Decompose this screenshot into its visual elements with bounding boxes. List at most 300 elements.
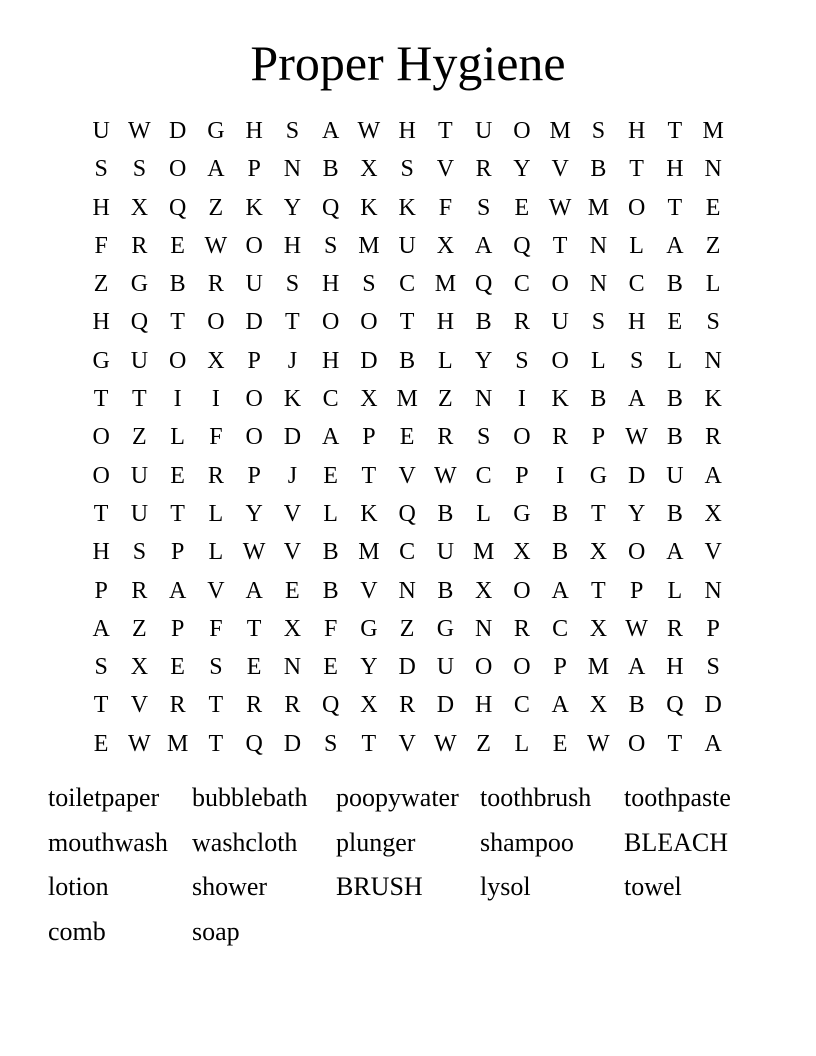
grid-letter[interactable]: N	[474, 386, 493, 413]
grid-letter[interactable]: L	[667, 577, 683, 604]
grid-letter[interactable]: L	[208, 500, 224, 527]
grid-letter[interactable]: M	[166, 730, 189, 757]
grid-letter[interactable]: O	[513, 654, 531, 681]
grid-letter[interactable]: Z	[132, 424, 147, 451]
grid-letter[interactable]: Q	[321, 194, 340, 221]
grid-letter[interactable]: H	[283, 232, 302, 259]
grid-letter[interactable]: N	[704, 577, 722, 604]
grid-letter[interactable]: Z	[93, 271, 109, 298]
grid-letter[interactable]: V	[436, 156, 455, 183]
grid-letter[interactable]: F	[209, 615, 223, 642]
grid-letter[interactable]: D	[283, 424, 302, 451]
grid-letter[interactable]: W	[434, 730, 457, 757]
grid-letter[interactable]: C	[399, 539, 416, 566]
grid-letter[interactable]: X	[589, 692, 608, 719]
grid-letter[interactable]: P	[247, 462, 261, 489]
grid-letter[interactable]: W	[434, 462, 457, 489]
grid-letter[interactable]: C	[552, 615, 569, 642]
grid-letter[interactable]: B	[399, 347, 416, 374]
grid-letter[interactable]: B	[666, 386, 683, 413]
grid-letter[interactable]: P	[515, 462, 529, 489]
grid-letter[interactable]: S	[94, 654, 108, 681]
grid-letter[interactable]: W	[128, 118, 151, 144]
grid-letter[interactable]: R	[437, 424, 454, 451]
grid-letter[interactable]: U	[551, 309, 569, 336]
grid-letter[interactable]: N	[589, 232, 608, 259]
grid-letter[interactable]: T	[667, 194, 683, 221]
grid-letter[interactable]: X	[360, 692, 378, 719]
grid-letter[interactable]: G	[436, 615, 455, 642]
grid-letter[interactable]: R	[399, 692, 416, 719]
grid-letter[interactable]: I	[211, 386, 220, 413]
grid-letter[interactable]: R	[207, 271, 224, 298]
grid-letter[interactable]: K	[704, 386, 722, 413]
grid-letter[interactable]: V	[398, 462, 416, 489]
grid-letter[interactable]: T	[552, 232, 568, 259]
grid-letter[interactable]: W	[625, 615, 648, 642]
grid-letter[interactable]: A	[245, 577, 263, 604]
grid-letter[interactable]: B	[590, 386, 607, 413]
grid-letter[interactable]: G	[589, 462, 608, 489]
grid-letter[interactable]: H	[398, 118, 416, 144]
grid-letter[interactable]: M	[358, 232, 380, 259]
grid-letter[interactable]: S	[94, 156, 108, 183]
word-list-item: mouthwash	[48, 827, 168, 857]
grid-letter[interactable]: D	[627, 462, 646, 489]
grid-letter[interactable]: F	[209, 424, 223, 451]
grid-letter[interactable]: S	[476, 194, 491, 221]
grid-letter[interactable]: S	[362, 271, 376, 298]
grid-letter[interactable]: L	[323, 500, 338, 527]
grid-letter[interactable]: Z	[399, 615, 415, 642]
grid-letter[interactable]: E	[514, 194, 530, 221]
grid-letter[interactable]: X	[589, 539, 608, 566]
grid-letter[interactable]: I	[517, 386, 526, 413]
grid-letter[interactable]: X	[130, 654, 149, 681]
grid-letter[interactable]: U	[130, 462, 149, 489]
grid-letter[interactable]: R	[207, 462, 224, 489]
grid-letter[interactable]: H	[474, 692, 493, 719]
grid-letter[interactable]: V	[283, 500, 302, 527]
grid-letter[interactable]: K	[283, 386, 302, 413]
grid-letter[interactable]: B	[552, 539, 569, 566]
grid-letter[interactable]: N	[704, 347, 722, 374]
grid-letter[interactable]: A	[474, 232, 493, 259]
grid-letter[interactable]: Y	[283, 194, 302, 221]
grid-letter[interactable]: C	[628, 271, 645, 298]
grid-letter[interactable]: P	[362, 424, 376, 451]
grid-letter[interactable]: A	[627, 386, 646, 413]
grid-letter[interactable]: K	[398, 194, 416, 221]
grid-letter[interactable]: A	[551, 577, 569, 604]
grid-letter[interactable]: M	[549, 118, 571, 144]
grid-letter[interactable]: G	[92, 347, 110, 374]
grid-letter[interactable]: U	[130, 500, 149, 527]
grid-letter[interactable]: B	[666, 500, 683, 527]
grid-letter[interactable]: V	[551, 156, 569, 183]
grid-letter[interactable]: H	[321, 347, 340, 374]
grid-letter[interactable]: O	[360, 309, 378, 336]
grid-letter[interactable]: R	[475, 156, 492, 183]
grid-letter[interactable]: T	[591, 577, 606, 604]
grid-letter[interactable]: G	[130, 271, 149, 298]
grid-letter[interactable]: L	[514, 730, 530, 757]
grid-letter[interactable]: O	[92, 462, 110, 489]
grid-letter[interactable]: S	[591, 309, 606, 336]
grid-letter[interactable]: U	[474, 118, 493, 144]
grid-letter[interactable]: B	[666, 271, 683, 298]
grid-letter[interactable]: O	[168, 156, 187, 183]
grid-letter[interactable]: X	[207, 347, 225, 374]
grid-letter[interactable]: E	[552, 730, 568, 757]
grid-letter[interactable]: W	[204, 232, 228, 259]
grid-letter[interactable]: T	[361, 462, 377, 489]
grid-letter[interactable]: D	[704, 692, 722, 719]
grid-letter[interactable]: A	[551, 692, 569, 719]
grid-letter[interactable]: E	[323, 654, 338, 681]
word-list-item: comb	[48, 917, 106, 947]
grid-letter[interactable]: B	[437, 577, 454, 604]
grid-letter[interactable]: W	[548, 194, 572, 221]
grid-letter[interactable]: X	[283, 615, 302, 642]
grid-letter[interactable]: R	[169, 692, 186, 719]
grid-letter[interactable]: V	[704, 539, 722, 566]
grid-letter[interactable]: H	[245, 118, 263, 144]
grid-letter[interactable]: S	[323, 730, 338, 757]
grid-letter[interactable]: T	[667, 118, 683, 144]
grid-letter[interactable]: L	[476, 500, 491, 527]
grid-letter[interactable]: L	[667, 347, 683, 374]
word-list-item: plunger	[336, 827, 416, 857]
grid-letter[interactable]: T	[93, 386, 109, 413]
word-list-item: lysol	[480, 872, 531, 902]
grid-letter[interactable]: O	[245, 386, 263, 413]
grid-letter[interactable]: E	[170, 654, 185, 681]
grid-letter[interactable]: S	[132, 156, 147, 183]
grid-letter[interactable]: Z	[476, 730, 491, 757]
grid-letter[interactable]: B	[169, 271, 186, 298]
grid-letter[interactable]: D	[398, 654, 416, 681]
grid-letter[interactable]: U	[436, 654, 455, 681]
grid-letter[interactable]: L	[629, 232, 644, 259]
grid-letter[interactable]: E	[323, 462, 338, 489]
grid-letter[interactable]: R	[131, 577, 148, 604]
grid-letter[interactable]: Q	[513, 232, 531, 259]
grid-letter[interactable]: B	[322, 156, 339, 183]
grid-letter[interactable]: F	[438, 194, 453, 221]
grid-letter[interactable]: L	[170, 424, 185, 451]
grid-letter[interactable]: M	[587, 654, 610, 681]
grid-letter[interactable]: T	[93, 692, 109, 719]
grid-letter[interactable]: O	[245, 424, 263, 451]
grid-letter[interactable]: S	[706, 654, 720, 681]
grid-letter[interactable]: B	[322, 539, 339, 566]
grid-letter[interactable]: X	[704, 500, 722, 527]
grid-letter[interactable]: H	[321, 271, 340, 298]
grid-letter[interactable]: E	[285, 577, 300, 604]
grid-letter[interactable]: U	[92, 118, 110, 144]
grid-letter[interactable]: T	[399, 309, 415, 336]
grid-letter[interactable]: G	[513, 500, 531, 527]
grid-letter[interactable]: P	[706, 615, 720, 642]
grid-letter[interactable]: L	[591, 347, 606, 374]
grid-letter[interactable]: O	[321, 309, 340, 336]
grid-letter[interactable]: B	[590, 156, 607, 183]
grid-letter[interactable]: S	[132, 539, 147, 566]
grid-letter[interactable]: Q	[130, 309, 149, 336]
grid-letter[interactable]: R	[705, 424, 722, 451]
grid-letter[interactable]: B	[552, 500, 569, 527]
grid-letter[interactable]: Y	[360, 654, 378, 681]
grid-letter[interactable]: M	[472, 539, 495, 566]
grid-letter[interactable]: P	[629, 577, 644, 604]
grid-letter[interactable]: Z	[132, 615, 147, 642]
grid-letter[interactable]: T	[591, 500, 606, 527]
grid-letter[interactable]: E	[246, 654, 262, 681]
grid-letter[interactable]: A	[321, 424, 340, 451]
grid-letter[interactable]: S	[515, 347, 529, 374]
grid-letter[interactable]: S	[706, 309, 720, 336]
grid-letter[interactable]: T	[208, 692, 224, 719]
grid-letter[interactable]: E	[93, 730, 109, 757]
grid-letter[interactable]: A	[627, 654, 646, 681]
grid-letter[interactable]: M	[587, 194, 610, 221]
grid-letter[interactable]: S	[629, 347, 644, 374]
grid-letter[interactable]: Z	[438, 386, 453, 413]
grid-letter[interactable]: U	[130, 347, 149, 374]
grid-letter[interactable]: E	[667, 309, 683, 336]
grid-letter[interactable]: O	[92, 424, 110, 451]
grid-letter[interactable]: B	[475, 309, 492, 336]
grid-letter[interactable]: O	[551, 271, 569, 298]
grid-letter[interactable]: X	[360, 386, 378, 413]
grid-letter[interactable]: Q	[245, 730, 263, 757]
grid-letter[interactable]: O	[513, 118, 531, 144]
grid-letter[interactable]: X	[513, 539, 531, 566]
grid-letter[interactable]: O	[245, 232, 263, 259]
grid-letter[interactable]: E	[705, 194, 721, 221]
grid-letter[interactable]: J	[287, 462, 298, 489]
grid-letter[interactable]: K	[360, 194, 378, 221]
grid-letter[interactable]: F	[94, 232, 108, 259]
grid-letter[interactable]: I	[556, 462, 565, 489]
word-list	[48, 776, 768, 955]
grid-letter[interactable]: S	[285, 271, 300, 298]
grid-letter[interactable]: D	[283, 730, 302, 757]
grid-letter[interactable]: T	[285, 309, 300, 336]
grid-letter[interactable]: S	[323, 232, 338, 259]
grid-letter[interactable]: H	[92, 194, 110, 221]
grid-letter[interactable]: L	[208, 539, 224, 566]
grid-letter[interactable]: T	[667, 730, 683, 757]
grid-letter[interactable]: U	[436, 539, 455, 566]
grid-letter[interactable]: B	[666, 424, 683, 451]
grid-letter[interactable]: K	[551, 386, 569, 413]
grid-letter[interactable]: K	[245, 194, 263, 221]
grid-letter[interactable]: O	[627, 730, 646, 757]
grid-letter[interactable]: H	[666, 654, 684, 681]
grid-letter[interactable]: A	[321, 118, 340, 144]
grid-letter[interactable]: I	[173, 386, 182, 413]
grid-letter[interactable]: H	[627, 309, 646, 336]
grid-letter[interactable]: A	[207, 156, 225, 183]
grid-letter[interactable]: X	[130, 194, 149, 221]
grid-letter[interactable]: Y	[627, 500, 646, 527]
grid-letter[interactable]: X	[360, 156, 378, 183]
grid-letter[interactable]: T	[170, 309, 185, 336]
grid-letter[interactable]: N	[589, 271, 608, 298]
grid-letter[interactable]: L	[705, 271, 721, 298]
grid-letter[interactable]: O	[627, 539, 646, 566]
grid-letter[interactable]: K	[360, 500, 378, 527]
grid-letter[interactable]: R	[513, 615, 530, 642]
grid-letter[interactable]: X	[474, 577, 493, 604]
grid-letter[interactable]: M	[702, 118, 724, 144]
grid-letter[interactable]: O	[627, 194, 646, 221]
grid-letter[interactable]: E	[170, 462, 185, 489]
puzzle-title: Proper Hygiene	[250, 35, 566, 91]
grid-letter[interactable]: V	[130, 692, 149, 719]
grid-letter[interactable]: Y	[245, 500, 263, 527]
grid-letter[interactable]: D	[436, 692, 455, 719]
grid-letter[interactable]: O	[207, 309, 225, 336]
grid-letter[interactable]: H	[666, 156, 684, 183]
word-list-item: toothpaste	[624, 783, 731, 812]
grid-letter[interactable]: E	[170, 232, 185, 259]
grid-letter[interactable]: W	[357, 118, 381, 144]
grid-letter[interactable]: U	[666, 462, 684, 489]
grid-letter[interactable]: T	[629, 156, 644, 183]
grid-letter[interactable]: W	[625, 424, 648, 451]
grid-letter[interactable]: J	[287, 347, 298, 374]
grid-letter[interactable]: P	[247, 156, 261, 183]
grid-letter[interactable]: C	[322, 386, 339, 413]
grid-letter[interactable]: U	[398, 232, 416, 259]
grid-letter[interactable]: Q	[666, 692, 684, 719]
grid-letter[interactable]: R	[552, 424, 569, 451]
grid-letter[interactable]: H	[627, 118, 646, 144]
grid-letter[interactable]: S	[285, 118, 300, 144]
grid-letter[interactable]: M	[434, 271, 457, 298]
grid-letter[interactable]: C	[513, 692, 530, 719]
grid-letter[interactable]: A	[704, 730, 722, 757]
grid-letter[interactable]: O	[474, 654, 493, 681]
letter-grid	[82, 112, 732, 763]
grid-letter[interactable]: T	[170, 500, 185, 527]
grid-letter[interactable]: W	[587, 730, 610, 757]
grid-letter[interactable]: S	[209, 654, 223, 681]
grid-letter[interactable]: X	[436, 232, 455, 259]
grid-letter[interactable]: X	[589, 615, 608, 642]
grid-letter[interactable]: V	[360, 577, 378, 604]
grid-letter[interactable]: B	[628, 692, 645, 719]
grid-letter[interactable]: F	[323, 615, 338, 642]
grid-letter[interactable]: T	[208, 730, 224, 757]
grid-letter[interactable]: P	[247, 347, 261, 374]
grid-letter[interactable]: Z	[208, 194, 224, 221]
grid-letter[interactable]: N	[704, 156, 722, 183]
grid-letter[interactable]: V	[283, 539, 302, 566]
grid-letter[interactable]: B	[322, 577, 339, 604]
grid-letter[interactable]: E	[399, 424, 415, 451]
grid-letter[interactable]: O	[513, 577, 531, 604]
grid-letter[interactable]: A	[168, 577, 187, 604]
word-list-item: washcloth	[192, 827, 298, 857]
grid-letter[interactable]: N	[283, 654, 302, 681]
grid-letter[interactable]: Q	[321, 692, 340, 719]
grid-letter[interactable]: Z	[705, 232, 721, 259]
grid-letter[interactable]: Q	[474, 271, 493, 298]
grid-letter[interactable]: C	[513, 271, 530, 298]
grid-letter[interactable]: A	[666, 232, 684, 259]
grid-letter[interactable]: R	[246, 692, 263, 719]
grid-letter[interactable]: O	[551, 347, 569, 374]
grid-letter[interactable]: A	[704, 462, 722, 489]
grid-letter[interactable]: T	[438, 118, 453, 144]
grid-letter[interactable]: Y	[513, 156, 531, 183]
grid-letter[interactable]: G	[207, 118, 225, 144]
grid-letter[interactable]: W	[242, 539, 266, 566]
grid-letter[interactable]: R	[284, 692, 301, 719]
grid-letter[interactable]: C	[475, 462, 492, 489]
grid-letter[interactable]: U	[245, 271, 263, 298]
grid-letter[interactable]: T	[246, 615, 262, 642]
grid-letter[interactable]: A	[92, 615, 110, 642]
grid-letter[interactable]: S	[591, 118, 606, 144]
grid-letter[interactable]: D	[245, 309, 263, 336]
grid-letter[interactable]: B	[437, 500, 454, 527]
grid-letter[interactable]: R	[131, 232, 148, 259]
grid-letter[interactable]: D	[360, 347, 378, 374]
grid-letter[interactable]: T	[93, 500, 109, 527]
grid-letter[interactable]: V	[398, 730, 416, 757]
grid-letter[interactable]: S	[400, 156, 414, 183]
grid-letter[interactable]: H	[92, 309, 110, 336]
grid-letter[interactable]: Q	[168, 194, 187, 221]
grid-letter[interactable]: P	[170, 615, 185, 642]
grid-letter[interactable]: S	[476, 424, 491, 451]
grid-letter[interactable]: T	[132, 386, 147, 413]
grid-letter[interactable]: G	[360, 615, 378, 642]
grid-letter[interactable]: V	[207, 577, 225, 604]
grid-letter[interactable]: N	[283, 156, 302, 183]
grid-letter[interactable]: T	[361, 730, 377, 757]
grid-letter[interactable]: N	[474, 615, 493, 642]
grid-letter[interactable]: R	[666, 615, 683, 642]
grid-letter[interactable]: Y	[474, 347, 493, 374]
grid-letter[interactable]: P	[94, 577, 108, 604]
grid-letter[interactable]: H	[436, 309, 455, 336]
grid-letter[interactable]: R	[513, 309, 530, 336]
grid-letter[interactable]: Q	[398, 500, 416, 527]
grid-letter[interactable]: O	[168, 347, 187, 374]
grid-letter[interactable]: N	[398, 577, 416, 604]
grid-letter[interactable]: W	[128, 730, 151, 757]
grid-letter[interactable]: C	[399, 271, 416, 298]
grid-letter[interactable]: P	[591, 424, 606, 451]
grid-letter[interactable]: D	[168, 118, 187, 144]
grid-letter[interactable]: M	[396, 386, 418, 413]
word-list-item: towel	[624, 872, 682, 902]
grid-letter[interactable]: P	[553, 654, 567, 681]
grid-letter[interactable]: H	[92, 539, 110, 566]
grid-letter[interactable]: P	[170, 539, 185, 566]
word-list-item: lotion	[48, 872, 109, 902]
grid-letter[interactable]: M	[358, 539, 380, 566]
grid-letter[interactable]: O	[513, 424, 531, 451]
grid-letter[interactable]: A	[666, 539, 684, 566]
grid-letter[interactable]: L	[438, 347, 453, 374]
